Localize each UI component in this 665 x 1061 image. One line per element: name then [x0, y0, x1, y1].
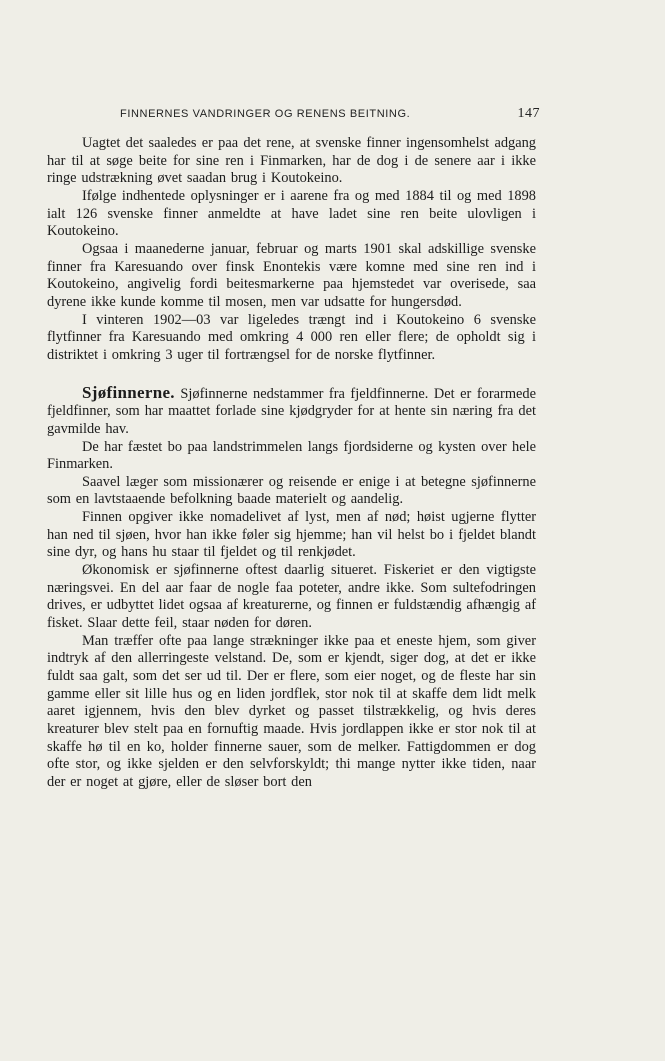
paragraph: Ifølge indhentede oplysninger er i aarene fra og med 1884 til og med 1898 ialt 126 svenske finner anmeldte at have ladet sine ren beite ulovligen i Koutokeino. [47, 187, 536, 240]
section-first-paragraph-text: Sjøfinnerne nedstammer fra fjeldfinnerne. Det er forarmede fjeldfinner, som har maattet forlade sine kjødgryder for at hente sin næring fra det gavmilde hav. [47, 385, 536, 437]
running-title: FINNERNES VANDRINGER OG RENENS BEITNING. [120, 108, 411, 120]
paragraph: Uagtet det saaledes er paa det rene, at svenske finner ingensomhelst adgang har til at søge beite for sine ren i Finmarken, har de dog i de senere aar i ikke ringe udstrækning øvet saadan brug i Koutokeino. [47, 135, 536, 187]
running-header [120, 106, 540, 124]
body-text [47, 135, 536, 792]
paragraph: I vinteren 1902—03 var ligeledes trængt ind i Koutokeino 6 svenske flytfinner fra Karesuando med omkring 4 000 ren eller flere; de opholdt sig i distriktet i omkring 3 uger til fortrængsel for de norske flytfinner. [47, 311, 536, 363]
paragraph: De har fæstet bo paa landstrimmelen langs fjordsiderne og kysten over hele Finmarken. [47, 438, 536, 473]
paragraph: Ogsaa i maanederne januar, februar og marts 1901 skal adskillige svenske finner fra Karesuando over finsk Enontekis være komne med sine ren ind i Koutokeino, angivelig fordi beitesmarkerne paa hjemstedet var overisede, saa dyrene ikke kunde komme til mosen, men var udsatte for hungersdød. [47, 240, 536, 310]
paragraph: Finnen opgiver ikke nomadelivet af lyst, men af nød; høist ugjerne flytter han ned til sjøen, hvor han ikke føler sig hjemme; han vil helst bo i fjeldet blandt sine dyr, og hans hu staar til fjeldet og til renkjødet. [47, 509, 536, 561]
paragraph: Man træffer ofte paa lange strækninger ikke paa et eneste hjem, som giver indtryk af den allerringeste velstand. De, som er kjendt, siger dog, at det er ikke fuldt saa galt, som det ser ud til. Der er flere, som eier noget, og de fleste har sin gamme eller sit lille hus og en liden jordflek, stor nok til at skaffe dem lidt melk aaret igjennem, hvis den blev dyrket og passet tilstrækkelig, og hvis deres kreaturer blev stelt paa en fornuftig maade. Hvis jordlappen ikke er stor nok til at skaffe hø til en ko, holder finnerne sauer, som de melker. Fattigdommen er dog ofte stor, og ikke sjelden er den selvforskyldt; thi mange nytter ikke tiden, naar der er noget at gjøre, eller de sløser bort den [47, 632, 536, 790]
section-first-paragraph [47, 384, 536, 439]
paragraph: Økonomisk er sjøfinnerne oftest daarlig situeret. Fiskeriet er den vigtigste næringsvei. En del aar faar de nogle faa poteter, andre ikke. Som sultefodringen drives, er udbyttet lidet ogsaa af kreaturerne, og finnen er fuldstændig afhængig af fisket. Slaar dette feil, staar nøden for døren. [47, 562, 536, 632]
paragraph: Saavel læger som missionærer og reisende er enige i at betegne sjøfinnerne som en lavtstaaende befolkning baade materielt og aandelig. [47, 473, 536, 508]
section-heading: Sjøfinnerne. [82, 382, 175, 402]
page-number: 147 [517, 106, 540, 121]
